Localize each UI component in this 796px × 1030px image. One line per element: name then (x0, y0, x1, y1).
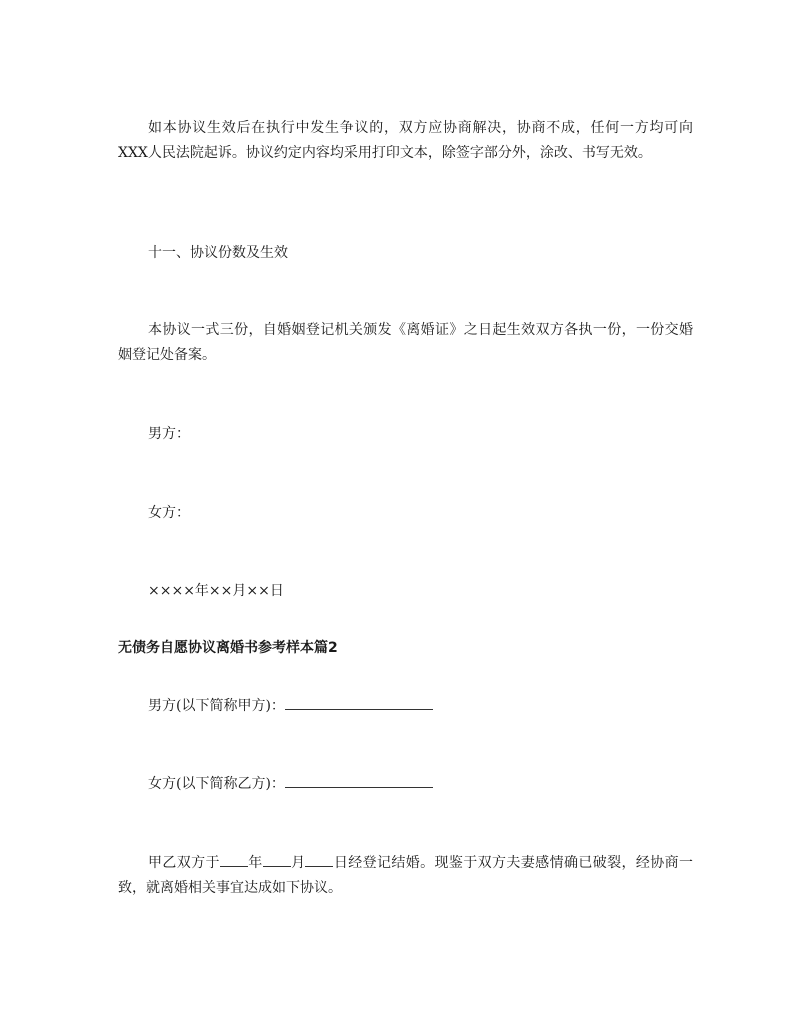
party-b-label: 女方(以下简称乙方)： (148, 776, 285, 792)
female-signature-label: 女方： (148, 505, 190, 521)
marriage-year-label: 年 (247, 855, 263, 871)
party-b-line (148, 773, 433, 794)
dispute-paragraph: 如本协议生效后在执行中发生争议的，双方应协商解决，协商不成，任何一方均可向XXX人民法院起诉。协议约定内容均采用打印文本，除签字部分外，涂改、书写无效。 (118, 120, 693, 161)
copies-paragraph: 本协议一式三份，自婚姻登记机关颁发《离婚证》之日起生效双方各执一份，一份交婚姻登记处备案。 (118, 322, 693, 363)
section-2-heading: 无债务自愿协议离婚书参考样本篇2 (118, 640, 338, 656)
party-a-blank (285, 695, 433, 710)
marriage-paragraph (118, 851, 693, 901)
marriage-prefix: 甲乙双方于 (148, 855, 220, 871)
section-11-title: 十一、协议份数及生效 (148, 245, 288, 261)
marriage-month-label: 月 (290, 855, 306, 871)
marriage-suffix: 日经登记结婚。现鉴于双方夫妻感情确已破裂，经协商一致，就离婚相关事宜达成如下协议。 (118, 855, 694, 896)
party-a-label: 男方(以下简称甲方)： (148, 698, 285, 714)
marriage-year-blank (220, 852, 248, 867)
party-a-line (148, 695, 433, 716)
date-line: ××××年××月××日 (148, 583, 284, 599)
marriage-month-blank (263, 852, 291, 867)
party-b-blank (285, 773, 433, 788)
male-signature-label: 男方： (148, 426, 190, 442)
marriage-day-blank (305, 852, 333, 867)
